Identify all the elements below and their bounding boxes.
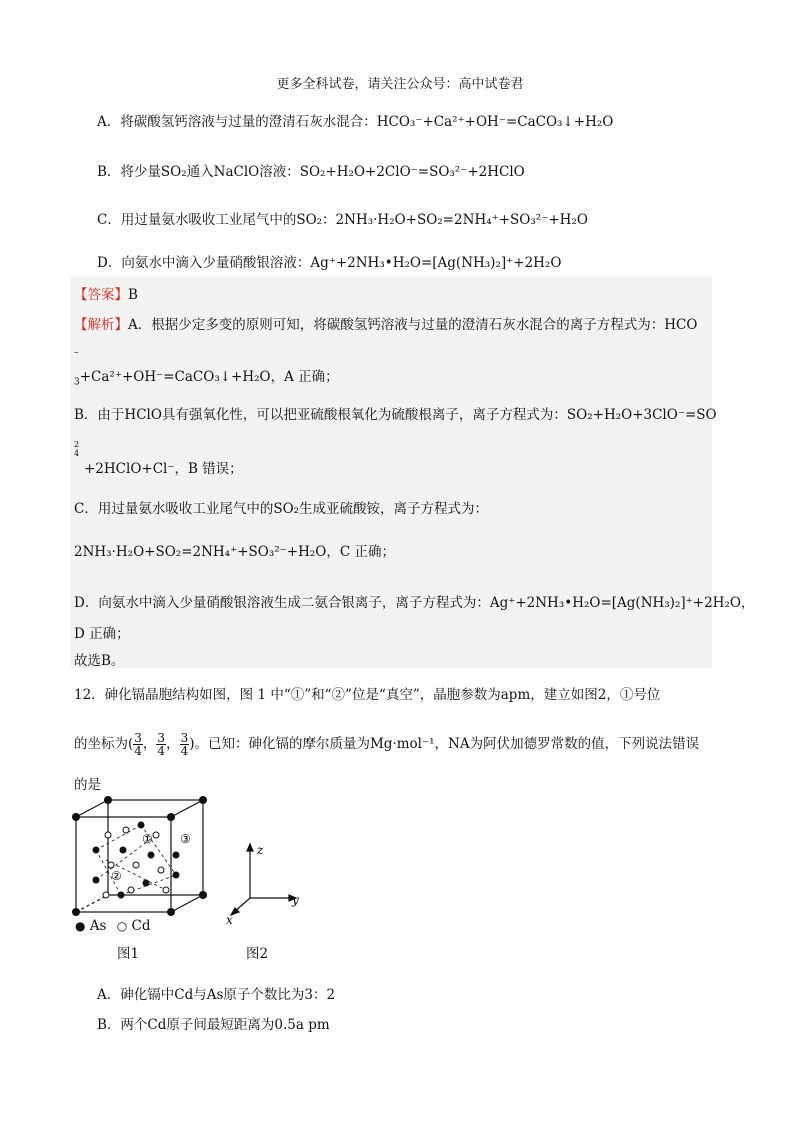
position-2-mark: ② (111, 869, 122, 883)
coord-suffix: )。已知：砷化镉的摩尔质量为Mg·mol⁻¹，NA为阿伏加德罗常数的值，下列说法错误 (189, 736, 700, 752)
answer-value: B (128, 287, 138, 303)
analysis-line-7: D．向氨水中滴入少量硝酸银溶液生成二氨合银离子，离子方程式为：Ag⁺+2NH₃•H₂O=[Ag(NH₃)₂]⁺+2H₂O， (74, 595, 755, 611)
question-12-line-3: 的是 (74, 777, 101, 793)
question-12-stem: 12．砷化镉晶胞结构如图，图 1 中“①”和“②”位是“真空”，晶胞参数为apm，建立如图2，①号位 (74, 687, 661, 703)
option-c: C．用过量氨水吸收工业尾气中的SO₂：2NH₃·H₂O+SO₂=2NH₄⁺+SO₃²⁻+H₂O (97, 212, 588, 228)
coord-frac-z: $\frac{3}{4}$ (180, 731, 189, 758)
axis-x-label: x (226, 913, 233, 925)
legend-as: As (89, 918, 107, 934)
question-12-line-2: 的坐标为( $\frac{3}{4}$ ， $\frac{3}{4}$ ， $\frac{3}{4}$ )。已知：砷化镉的摩尔质量为Mg·mol⁻¹，NA为阿伏加德罗常数的值，下列说法错误 (74, 731, 700, 758)
coord-prefix: 的坐标为( (74, 736, 134, 752)
analysis-equation: 2NH₃·H₂O+SO₂=2NH₄⁺+SO₃²⁻+H₂O (74, 544, 327, 560)
analysis-label: 【解析】 (74, 317, 128, 333)
analysis-text-6: ，C 正确； (326, 544, 395, 560)
analysis-line-5: C．用过量氨水吸收工业尾气中的SO₂生成亚硫酸铵，离子方程式为： (74, 501, 489, 517)
option-a: A．将碳酸氢钙溶液与过量的澄清石灰水混合：HCO₃⁻+Ca²⁺+OH⁻=CaCO₃↓+H₂O (97, 114, 614, 130)
q12-option-b: B．两个Cd原子间最短距离为0.5a pm (97, 1017, 330, 1033)
figure-2-axes (220, 840, 310, 925)
figure-1-crystal-cell (66, 795, 216, 920)
figure-1-legend: ● As ○ Cd (75, 918, 151, 934)
figure-2-caption: 图2 (246, 946, 269, 962)
position-3-mark: ③ (180, 832, 191, 846)
legend-cd: Cd (131, 918, 151, 934)
axis-y-label: y (292, 893, 299, 907)
analysis-text-1: A．根据少定多变的原则可知，将碳酸氢钙溶液与过量的澄清石灰水混合的离子方程式为：HCO (128, 317, 698, 333)
analysis-line-6 (74, 540, 395, 560)
answer-line (74, 283, 138, 303)
analysis-line-9: 故选B。 (74, 653, 125, 669)
coord-frac-x: $\frac{3}{4}$ (134, 731, 142, 758)
option-d: D．向氨水中滴入少量硝酸银溶液：Ag⁺+2NH₃•H₂O=[Ag(NH₃)₂]⁺+2H₂O (97, 255, 562, 271)
analysis-line-8: D 正确； (74, 626, 130, 642)
position-1-mark: ① (142, 832, 153, 846)
analysis-line-3: B．由于HClO具有强氧化性，可以把亚硫酸根氧化为硫酸根离子，离子方程式为：SO₂+H₂O+3ClO⁻=SO (74, 407, 717, 423)
analysis-line-2: $_3$+Ca²⁺+OH⁻=CaCO₃↓+H₂O，A 正确； (74, 369, 339, 388)
option-b: B．将少量SO₂通入NaClO溶液：SO₂+H₂O+2ClO⁻=SO₃²⁻+2HClO (97, 164, 525, 180)
analysis-line-4: +2HClO+Cl⁻，B 错误； (84, 461, 243, 477)
answer-label: 【答案】 (74, 287, 128, 303)
analysis-text-2: +Ca²⁺+OH⁻=CaCO₃↓+H₂O，A 正确； (79, 369, 339, 385)
analysis-line-1 (74, 313, 697, 333)
figure-1-caption: 图1 (117, 946, 140, 962)
q12-option-a: A．砷化镉中Cd与As原子个数比为3：2 (97, 987, 336, 1003)
axis-z-label: z (257, 843, 264, 857)
page-header: 更多全科试卷，请关注公众号：高中试卷君 (276, 77, 524, 92)
coord-frac-y: $\frac{3}{4}$ (157, 731, 166, 758)
